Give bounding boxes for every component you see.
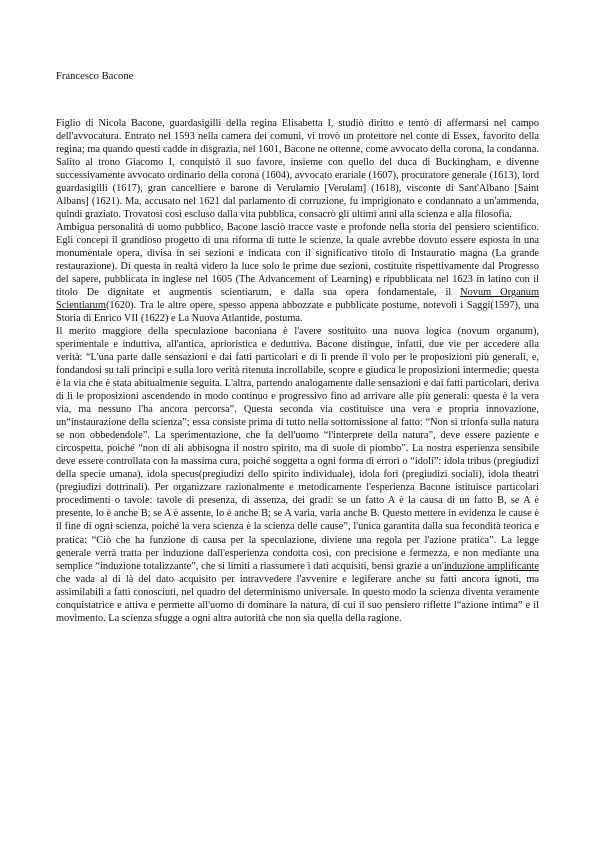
paragraph-biography	[56, 117, 539, 221]
paragraph-text: Figlio di Nicola Bacone, guardasigilli della regina Elisabetta I, studiò diritto e tentò di affermarsi nel campo dell'avvocatura. Entrato nel 1593 nella camera dei comuni, vi trovò un protettore nel conte di Essex, favorito della regina; ma quando questi cadde in disgrazia, nel 1601, Bacone ne ottenne, come avvocato della corona, la condanna. Salito al trono Giacomo I, conquistò il suo favore, insieme con quello del duca di Buckingham, e divenne successivamente avvocato ordinario della corona (1604), avvocato erariale (1607), procuratore generale (1613), lord guardasigilli (1617), gran cancelliere e barone di Verulamio [Verulam] (1618), visconte di Sant'Albano [Saint Albans] (1621). Ma, accusato nel 1621 dal parlamento di corruzione, fu imprigionato e condannato a un'ammenda, quindi graziato. Trovatosi così escluso dalla vita pubblica, consacrò gli ultimi anni alla scienza e alla filosofia.	[56, 118, 539, 221]
paragraph-text: Ambigua personalità di uomo pubblico, Bacone lasciò tracce vaste e profonde nella storia del pensiero scientifico. Egli concepì il grandioso progetto di una riforma di tutte le scienze, la quale avrebbe dovuto essere esposta in una monumentale opera, divisa in sei sezioni e indicata con il significativo titolo di Instauratio magna (La grande restaurazione). Di questa in realtà videro la luce solo le prime due sezioni, costituite rispettivamente dal Progresso del sapere, pubblicata in inglese nel 1605 (The Advancement of Learning) e ripubblicata nel 1623 in latino con il titolo De dignitate et augmentis scientiarum, e dalla sua opera fondamentale, il	[56, 222, 539, 299]
document-body	[56, 117, 539, 625]
paragraph-text: (1620). Tra le altre opere, spesso appena abbozzate e pubblicate postume, notevoli i Saggi(1597), una Storia di Enrico VII (1622) e La Nuova Atlantide, postuma.	[56, 300, 539, 325]
novum-organum-link[interactable]: Novum Organum Scientiarum	[56, 287, 539, 312]
paragraph-text: Il merito maggiore della speculazione baconiana è l'avere sostituito una nuova logica (novum organum), sperimentale e induttiva, all'antica, aprioristica e deduttiva. Bacone distingue, infatti, due vie per accedere alla verità: “L'una parte dalle sensazioni e dai fatti particolari e di lì prende il volo per le proposizioni più generali, e, fondandosi su tali principi e sulla loro verità ritenuta incrollabile, scopre e giudica le proposizioni intermedie; questa è la via che è stata abitualmente seguita. L'altra, partendo analogamente dalle sensazioni e dai fatti particolari, deriva di lì le proposizioni ascendendo in modo continuo e progressivo fino ad arrivare alle più generali: questa è la vera via, ma nessuno l'ha ancora percorsa”. Questa seconda via costituisce una vera e propria innovazione, un“instaurazione della scienza”; essa consiste prima di tutto nella sottomissione al fatto: “Non si trionfa sulla natura se non obbedendole”. La sperimentazione, che fa dell'uomo “l'interprete della natura”, deve essere paziente e circospetta, poiché “non di ali abbisogna il nostro spirito, ma di suole di piombo”. La nostra esperienza sensibile deve essere controllata con la massima cura, poiché soggetta a ogni forma di errori o “idoli”: idola tribus (pregiudizi della specie umana), idola specus(pregiudizi dello spirito individuale), idola fori (pregiudizi sociali), idola theatri (pregiudizi dottrinali). Per organizzare razionalmente e metodicamente l'esperienza Bacone istituisce particolari procedimenti o tavole: tavole di presenza, di assenza, dei gradi: se un fatto A è la causa di un fatto B, se A è presente, lo è anche B; se A è assente, lo è anche B; se A varia, varia anche B. Questo mettere in evidenza le cause è il fine di ogni scienza, poiché la vera scienza è la scienza delle cause”, l'unica garantita dalla sua fecondità teorica e pratica: “Ciò che ha funzione di causa per la speculazione, diviene una regola per l'azione pratica”. La legge generale verrà tratta per induzione dall'esperienza condotta così, con precisione e fermezza, e non mediante una semplice “induzione totalizzante”, che si limiti a riassumere i dati acquisiti, bensì grazie a un'	[56, 326, 539, 572]
paragraph-method	[56, 325, 539, 624]
paragraph-text: che vada al di là del dato acquisito per intravvedere l'avvenire e legiferare anche su fatti ancora ignoti, ma assimilabili a fatti conosciuti, nel quadro del determinismo universale. In questo modo la scienza diventa veramente conquistatrice e attiva e permette all'uomo di dominare la natura, di cui il suo pensiero riflette l“azione intima” e il movimento. La scienza sfugge a ogni altra autorità che non sia quella della ragione.	[56, 573, 539, 624]
induzione-amplificante-link[interactable]: induzione amplificante	[443, 560, 539, 572]
document-title: Francesco Bacone	[56, 71, 134, 82]
paragraph-works	[56, 221, 539, 325]
